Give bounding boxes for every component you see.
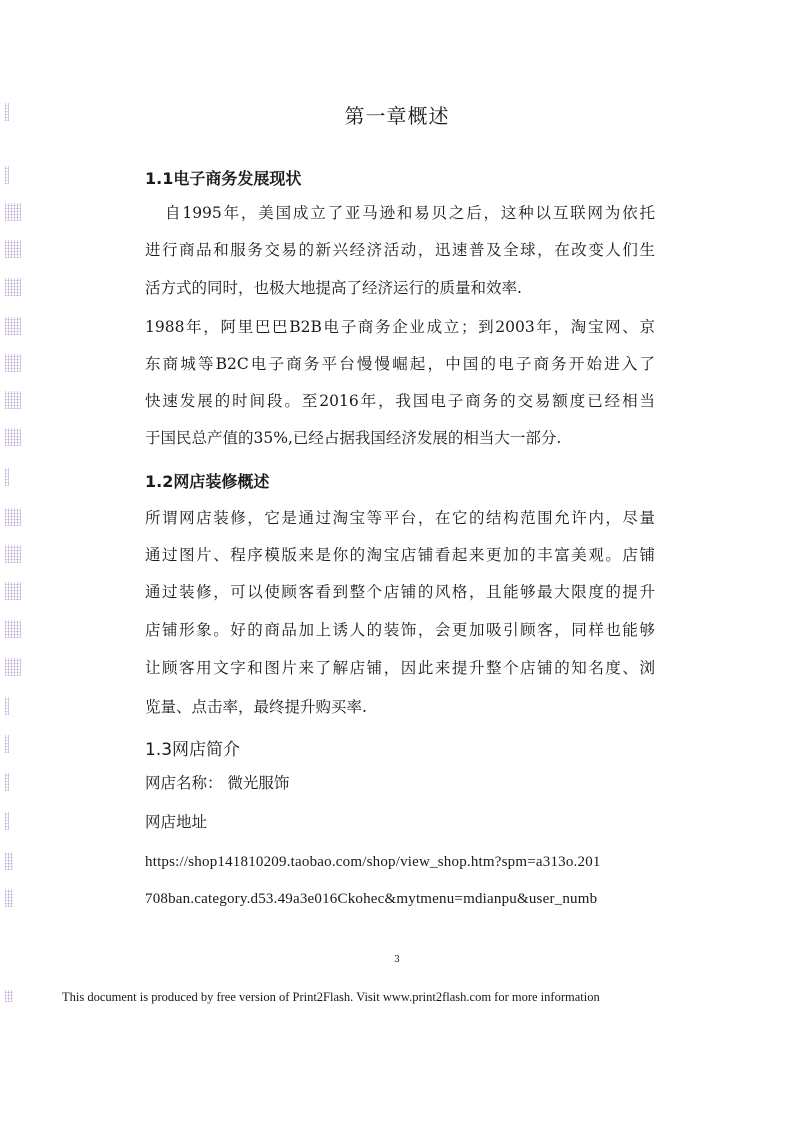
margin-artifact xyxy=(5,166,9,184)
paragraph-line: 于国民总产值的35%,已经占据我国经济发展的相当大一部分. xyxy=(145,429,562,447)
paragraph-line: 1988年，阿里巴巴B2B电子商务企业成立；到2003年，淘宝网、京 xyxy=(145,318,655,336)
margin-artifact xyxy=(5,428,21,446)
shop-url-line: https://shop141810209.taobao.com/shop/view_shop.htm?spm=a313o.201 xyxy=(145,854,601,870)
paragraph-line: 店铺形象。好的商品加上诱人的装饰，会更加吸引顾客，同样也能够 xyxy=(145,621,655,639)
margin-artifact xyxy=(5,391,21,409)
paragraph-line: 览量、点击率，最终提升购买率. xyxy=(145,698,367,716)
margin-artifact xyxy=(5,697,9,715)
margin-artifact xyxy=(5,468,9,486)
paragraph-line: 通过装修，可以使顾客看到整个店铺的风格，且能够最大限度的提升 xyxy=(145,583,655,601)
paragraph-line: 进行商品和服务交易的新兴经济活动，迅速普及全球，在改变人们生 xyxy=(145,241,655,259)
shop-name: 网店名称： 微光服饰 xyxy=(145,774,290,792)
section-heading-1-2: 1.2网店装修概述 xyxy=(145,472,270,491)
margin-artifact xyxy=(5,240,21,258)
paragraph-line: 快速发展的时间段。至2016年，我国电子商务的交易额度已经相当 xyxy=(145,392,655,410)
margin-artifact xyxy=(5,812,9,830)
page-number: 3 xyxy=(394,955,400,965)
paragraph-line: 自1995年，美国成立了亚马逊和易贝之后，这种以互联网为依托 xyxy=(165,204,655,222)
margin-artifact xyxy=(5,990,13,1002)
margin-artifact xyxy=(5,354,21,372)
shop-url-line: 708ban.category.d53.49a3e016Ckohec&mytmenu=mdianpu&user_numb xyxy=(145,891,598,907)
paragraph-line: 通过图片、程序模版来是你的淘宝店铺看起来更加的丰富美观。店铺 xyxy=(145,546,655,564)
chapter-title: 第一章概述 xyxy=(344,104,450,128)
margin-artifact xyxy=(5,658,21,676)
margin-artifact xyxy=(5,735,9,753)
paragraph-line: 让顾客用文字和图片来了解店铺，因此来提升整个店铺的知名度、浏 xyxy=(145,659,655,677)
shop-address-label: 网店地址 xyxy=(145,813,208,831)
margin-artifact xyxy=(5,278,21,296)
section-heading-1-1: 1.1电子商务发展现状 xyxy=(145,169,302,188)
section-heading-1-3: 1.3网店简介 xyxy=(145,740,241,760)
margin-artifact xyxy=(5,773,9,791)
margin-artifact xyxy=(5,545,21,563)
margin-artifact xyxy=(5,508,21,526)
margin-artifact xyxy=(5,620,21,638)
paragraph-line: 东商城等B2C电子商务平台慢慢崛起，中国的电子商务开始进入了 xyxy=(145,355,655,373)
paragraph-line: 活方式的同时，也极大地提高了经济运行的质量和效率. xyxy=(145,279,522,297)
paragraph-line: 所谓网店装修，它是通过淘宝等平台，在它的结构范围允许内，尽量 xyxy=(145,509,655,527)
margin-artifact xyxy=(5,317,21,335)
margin-artifact xyxy=(5,852,13,870)
margin-artifact xyxy=(5,203,21,221)
footer-notice: This document is produced by free version of Print2Flash. Visit www.print2flash.com for more information xyxy=(62,990,600,1004)
margin-artifact xyxy=(5,582,21,600)
margin-artifact xyxy=(5,889,13,907)
